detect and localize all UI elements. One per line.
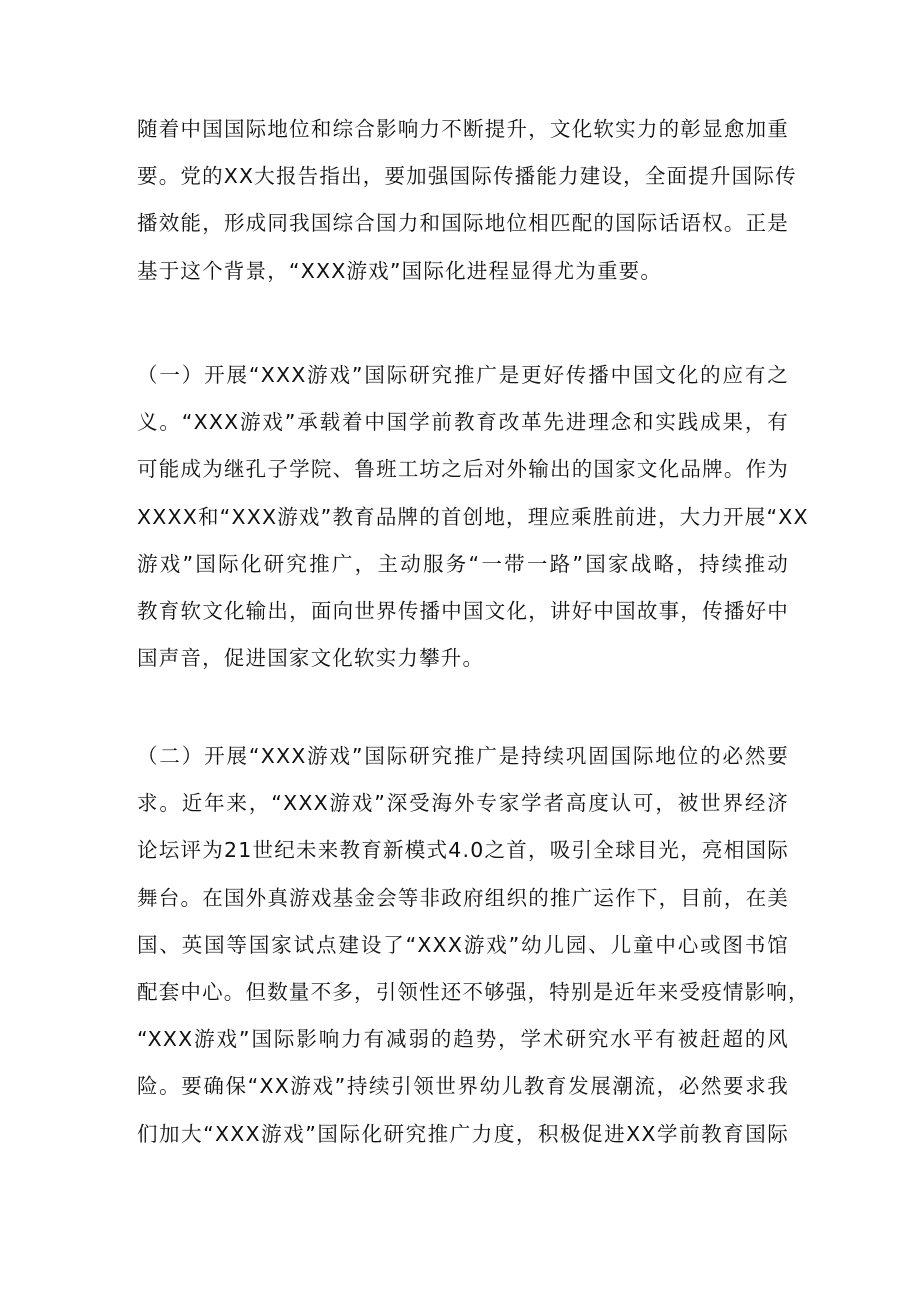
text-line: 义。“XXX游戏”承载着中国学前教育改革先进理念和实践成果，有 [137,410,789,435]
text-line: 险。要确保“XX游戏”持续引领世界幼儿教育发展潮流，必然要求我 [137,1074,789,1099]
text-line: 舞台。在国外真游戏基金会等非政府组织的推广运作下，目前，在美 [137,885,789,910]
text-line: 国、英国等国家试点建设了“XXX游戏”幼儿园、儿童中心或图书馆 [137,932,789,957]
text-line: 求。近年来，“XXX游戏”深受海外专家学者高度认可，被世界经济 [137,791,789,816]
text-line: 国声音，促进国家文化软实力攀升。 [137,646,485,671]
text-line: 可能成为继孔子学院、鲁班工坊之后对外输出的国家文化品牌。作为 [137,457,789,482]
text-line: 游戏”国际化研究推广，主动服务“一带一路”国家战略，持续推动 [137,551,790,576]
text-line: 基于这个背景，“XXX游戏”国际化进程显得尤为重要。 [137,258,663,283]
text-line: “XXX游戏”国际影响力有减弱的趋势，学术研究水平有被赶超的风 [137,1027,789,1052]
paragraph-intro [137,106,797,295]
text-line: 随着中国国际地位和综合影响力不断提升，文化软实力的彰显愈加重 [137,117,789,141]
text-line: 论坛评为21世纪未来教育新模式4.0之首，吸引全球目光，亮相国际 [137,838,789,863]
text-line: （二）开展“XXX游戏”国际研究推广是持续巩固国际地位的必然要 [137,744,789,768]
text-line: 配套中心。但数量不多，引领性还不够强，特别是近年来受疫情影响， [137,980,810,1005]
text-line: XXXX和“XXX游戏”教育品牌的首创地，理应乘胜前进，大力开展“XX [137,504,809,529]
paragraph-section-1 [137,352,809,682]
paragraph-section-2 [137,733,810,1158]
text-line: 要。党的XX大报告指出，要加强国际传播能力建设，全面提升国际传 [137,164,797,189]
text-line: 们加大“XXX游戏”国际化研究推广力度，积极促进XX学前教育国际 [137,1121,789,1146]
text-line: 播效能，形成同我国综合国力和国际地位相匹配的国际话语权。正是 [137,211,789,236]
text-line: （一）开展“XXX游戏”国际研究推广是更好传播中国文化的应有之 [137,363,789,387]
text-line: 教育软文化输出，面向世界传播中国文化，讲好中国故事，传播好中 [137,599,789,624]
